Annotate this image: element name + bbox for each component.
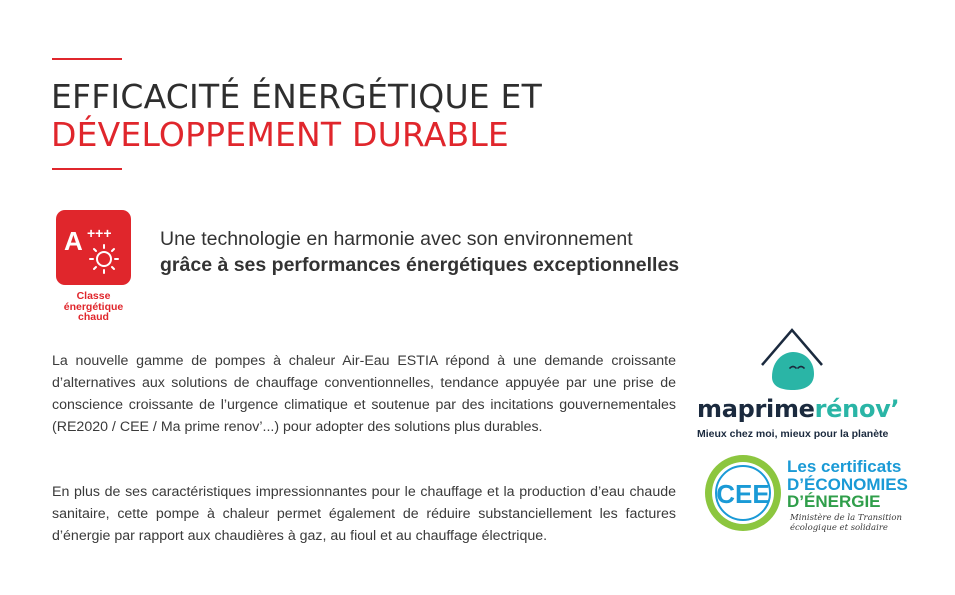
- cee-title: [787, 458, 908, 511]
- tagline-line-1: Une technologie en harmonie avec son environnement: [160, 228, 633, 250]
- energy-class-badge: [56, 210, 131, 285]
- caption-line: énergétique: [63, 300, 124, 313]
- title-bottom-rule: [52, 168, 122, 170]
- cee-ministry-line: Ministère de la Transition: [790, 513, 902, 523]
- maprimerenov-brand-part1: maprime: [697, 395, 815, 423]
- tagline-line-2: grâce à ses performances énergétiques exceptionnelles: [160, 254, 680, 276]
- energy-rating-letter: A: [64, 226, 83, 256]
- cee-title-line: D’ÉNERGIE: [787, 492, 881, 511]
- title-line-1: EFFICACITÉ ÉNERGÉTIQUE ET: [51, 77, 542, 116]
- caption-line: Classe: [76, 290, 111, 302]
- benefits-paragraph: En plus de ses caractéristiques impressionnantes pour le chauffage et la production d’eau chaude sanitaire, cette pompe à chaleur permet également de réduire substanciellement les factures d’énergie par rapport aux chaudières à gaz, au fioul et au chauffage électrique.: [52, 484, 676, 544]
- cee-logo-text: CEE: [716, 479, 770, 509]
- maprimerenov-wordmark: [697, 395, 899, 423]
- title-line-2: DÉVELOPPEMENT DURABLE: [51, 115, 509, 154]
- maprimerenov-tagline: Mieux chez moi, mieux pour la planète: [697, 428, 889, 440]
- cee-title-line: Les certificats: [787, 457, 902, 476]
- page-title: [51, 78, 542, 154]
- maprimerenov-brand-part2: rénov’: [814, 395, 900, 423]
- cee-title-line: D’ÉCONOMIES: [787, 474, 908, 494]
- title-top-rule: [52, 58, 122, 60]
- cee-ministry: [790, 513, 902, 533]
- caption-line: chaud: [78, 311, 109, 323]
- cee-badge-icon: [702, 452, 784, 534]
- cee-ministry-line: écologique et solidaire: [790, 523, 888, 533]
- energy-class-caption: [46, 291, 141, 323]
- sun-icon: [56, 210, 131, 285]
- tagline: [160, 226, 679, 278]
- energy-rating-plus: +++: [87, 225, 112, 241]
- intro-paragraph: La nouvelle gamme de pompes à chaleur Air-Eau ESTIA répond à une demande croissante d’alternatives aux solutions de chauffage conventionnelles, tendance appuyée par une prise de conscience croissante de l’urgence climatique et soutenue par des incitations gouvernementales (RE2020 / CEE / Ma prime renov’...) pour adopter des solutions plus durables.: [52, 353, 676, 435]
